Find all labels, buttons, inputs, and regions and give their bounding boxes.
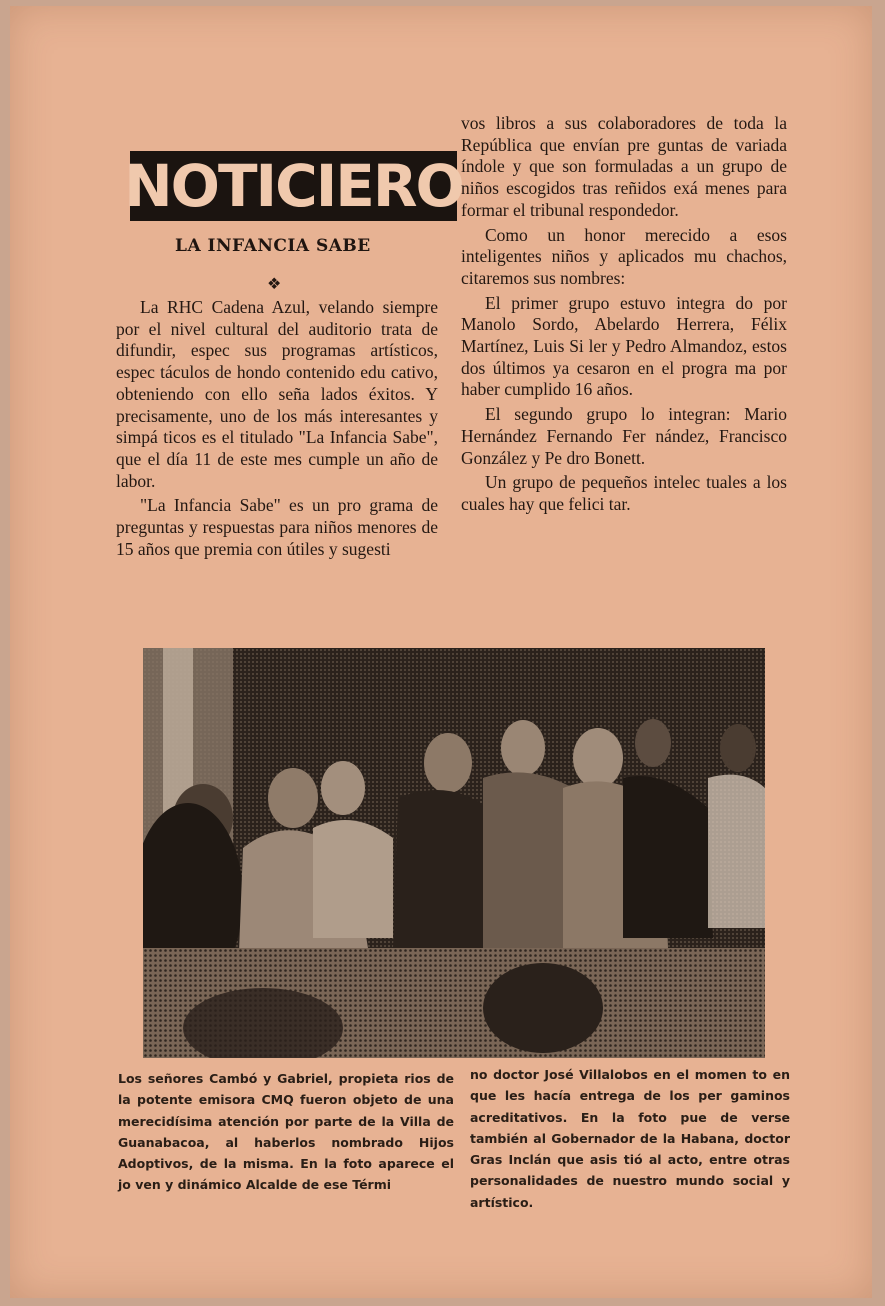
article-paragraph: Como un honor merecido a esos inteligentes niños y aplicados mu chachos, citaremos sus nombres: xyxy=(461,224,787,288)
photo-caption-right xyxy=(470,1064,790,1213)
caption-text: no doctor José Villalobos en el momen to en que les hacía entrega de los per gaminos acreditativos. En la foto pue de verse también al Gobernador de la Habana, doctor Gras Inclán que asis tió al acto, entre otras personalidades de nuestro mundo social y artístico. xyxy=(470,1067,790,1210)
article-paragraph: La RHC Cadena Azul, velando siempre por el nivel cultural del auditorio trata de difundir, espec sus programas artísticos, espec táculos de hondo contenido edu cativo, obteniendo con ello seña lados éxitos. Y precisamente, uno de los más interesantes y simpá ticos es el titulado "La Infancia Sabe", que el día 11 de este mes cumple un año de labor. xyxy=(116,297,438,491)
article-column-left xyxy=(116,297,438,560)
photo-caption-left xyxy=(118,1068,454,1196)
news-photo xyxy=(143,648,765,1058)
caption-text: Los señores Cambó y Gabriel, propieta rios de la potente emisora CMQ fueron objeto de una merecidísima atención por parte de la Villa de Guanabacoa, al haberlos nombrado Hijos Adoptivos, de la misma. En la foto aparece el jo ven y dinámico Alcalde de ese Térmi xyxy=(118,1071,454,1193)
article-paragraph: Un grupo de pequeños intelec tuales a los cuales hay que felici tar. xyxy=(461,472,787,514)
article-paragraph: vos libros a sus colaboradores de toda la República que envían pre guntas de variada índole y que son formuladas a un grupo de niños escogidos tras reñidos exá menes para formar el tribunal respondedor. xyxy=(461,113,787,220)
article-paragraph: El segundo grupo lo integran: Mario Hernández Fernando Fer nández, Francisco González y Pe dro Bonett. xyxy=(461,404,787,468)
article-headline: LA INFANCIA SABE xyxy=(175,236,371,256)
article-paragraph: "La Infancia Sabe" es un pro grama de preguntas y respuestas para niños menores de 15 años que premia con útiles y sugesti xyxy=(116,495,438,559)
article-paragraph: El primer grupo estuvo integra do por Manolo Sordo, Abelardo Herrera, Félix Martínez, Luis Si ler y Pedro Almandoz, estos dos últimos ya cesaron en el progra ma por haber cumplido 16 años. xyxy=(461,292,787,400)
masthead-title: NOTICIERO xyxy=(124,152,463,220)
article-column-right xyxy=(461,113,787,516)
ornament-icon: ❖ xyxy=(267,274,282,293)
